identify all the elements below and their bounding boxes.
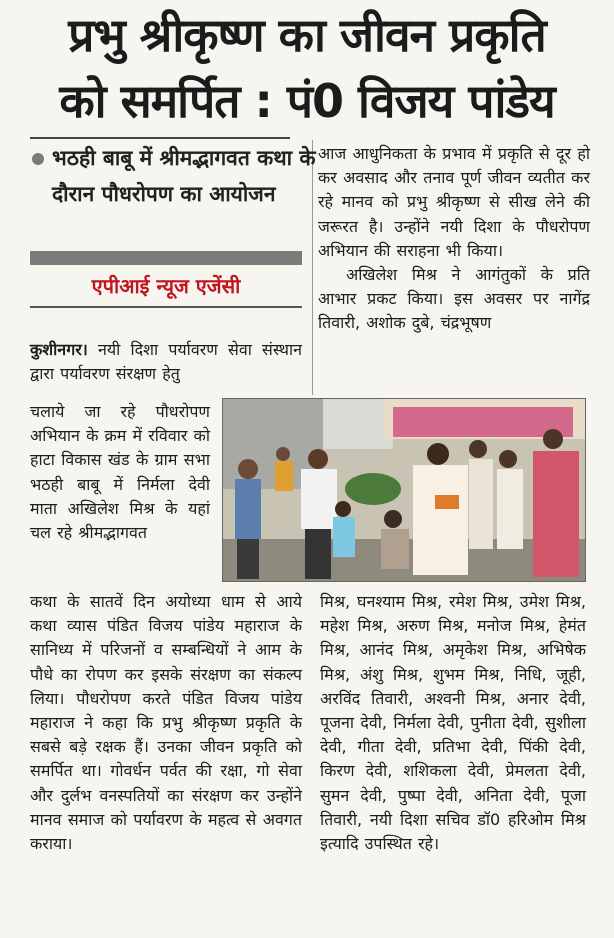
body-left-mid: [30, 400, 210, 545]
grey-divider-bar: [30, 251, 302, 265]
body-right-bottom-text: मिश्र, घनश्याम मिश्र, रमेश मिश्र, उमेश मिश्र, महेश मिश्र, अरुण मिश्र, मनोज मिश्र, हेमंत मिश्र, आनंद मिश्र, अमृकेश मिश्र, अभिषेक मिश्र, अंशु मिश्र, शुभम मिश्र, निधि, जूही, अरविंद तिवारी, अश्वनी मिश्र, अनार देवी, पूजना देवी, निर्मला देवी, पुनीता देवी, सुशीला देवी, गीता देवी, प्रतिभा देवी, पिंकी देवी, किरण देवी, शशिकला देवी, प्रेमलता देवी, सुमन देवी, पुष्पा देवी, अनिता देवी, पूजा तिवारी, नयी दिशा सचिव डॉ0 हरिओम मिश्र इत्यादि उपस्थित रहे।: [320, 592, 586, 854]
body-left-bottom: [30, 590, 302, 856]
body-right-bottom: [320, 590, 586, 856]
news-photo-tree-planting: [222, 398, 586, 582]
photo-illustration: [223, 399, 585, 581]
agency-credit: एपीआई न्यूज एजेंसी: [91, 274, 241, 298]
headline-line-1: प्रभु श्रीकृष्ण का जीवन प्रकृति: [68, 8, 546, 62]
headline: [0, 2, 614, 134]
subheadline-text: भठही बाबू में श्रीमद्भागवत कथा के दौरान पौधरोपण का आयोजन: [52, 146, 316, 206]
bullet-icon: [32, 153, 44, 165]
body-left-top: [30, 338, 302, 386]
subhead-top-rule: [30, 137, 290, 139]
body-right-top-p2: अखिलेश मिश्र ने आगंतुकों के प्रति आभार प्रकट किया। इस अवसर पर नागेंद्र तिवारी, अशोक दुबे, चंद्रभूषण: [318, 265, 590, 333]
body-left-mid-text: चलाये जा रहे पौधरोपण अभियान के क्रम में रविवार को हाटा विकास खंड के ग्राम सभा भठही बाबू में निर्मला देवी माता अखिलेश मिश्र के यहां चल रहे श्रीमद्भागवत: [30, 402, 210, 543]
body-right-top: [318, 142, 590, 336]
body-right-top-p1: आज आधुनिकता के प्रभाव में प्रकृति से दूर हो कर अवसाद और तनाव पूर्ण जीवन व्यतीत कर रहे मानव को प्रभु श्रीकृष्ण से सीख लेने की जरूरत है। उन्होंने नयी दिशा के पौधरोपण अभियान की सराहना भी किया।: [318, 144, 590, 260]
headline-line-2: को समर्पित : पं0 विजय पांडेय: [59, 74, 555, 128]
body-left-bottom-text: कथा के सातवें दिन अयोध्या धाम से आये कथा व्यास पंडित विजय पांडेय महाराज के सानिध्य में परिजनों व सम्बन्धियों ने आम के पौधे का रोपण कर इसके संरक्षण का संकल्प लिया। पौधरोपण करते पंडित विजय पांडेय महाराज ने कहा कि प्रभु श्रीकृष्ण प्रकृति के सबसे बड़े रक्षक हैं। उनका जीवन प्रकृति को समर्पित था। गोवर्धन पर्वत की रक्षा, गो सेवा और दुर्लभ वनस्पतियों का संरक्षण कर उन्होंने मानव समाज को पर्यावरण के महत्व से अवगत कराया।: [30, 592, 302, 854]
body-left-top-text: नयी दिशा पर्यावरण सेवा संस्थान द्वारा पर्यावरण संरक्षण हेतु: [30, 340, 303, 384]
agency-rule: [30, 306, 302, 308]
dateline: कुशीनगर।: [30, 340, 88, 359]
subheadline: [30, 140, 322, 212]
